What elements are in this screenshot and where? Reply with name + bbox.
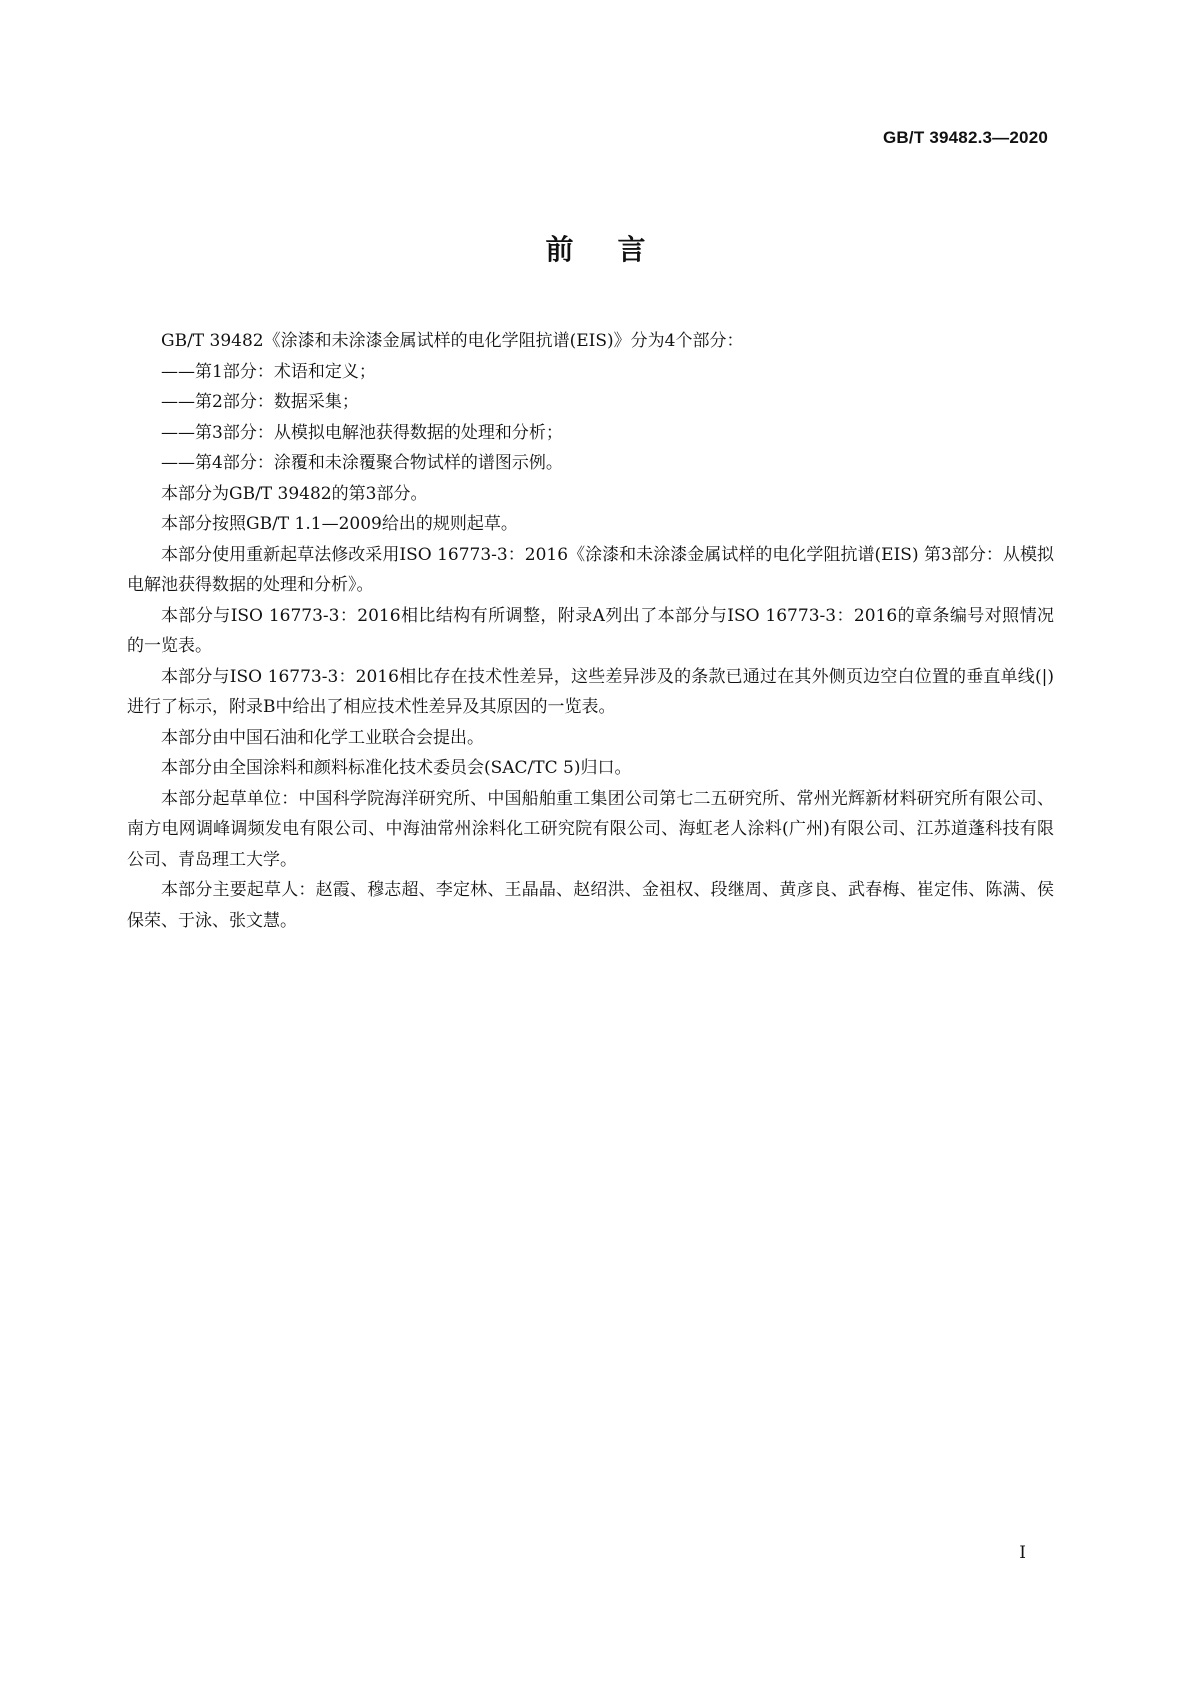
paragraph-technical-differences: 本部分与ISO 16773-3：2016相比存在技术性差异，这些差异涉及的条款已通过在其外侧页边空白位置的垂直单线(|)进行了标示，附录B中给出了相应技术性差异及其原因的一览表。 <box>127 666 1054 717</box>
foreword-body <box>127 326 1054 936</box>
paragraph-responsible-committee: 本部分由全国涂料和颜料标准化技术委员会(SAC/TC 5)归口。 <box>161 758 632 778</box>
list-item-part-1: ——第1部分：术语和定义； <box>161 361 376 382</box>
list-item-part-4: ——第4部分：涂覆和未涂覆聚合物试样的谱图示例。 <box>161 453 563 473</box>
paragraph-drafters: 本部分主要起草人：赵霞、穆志超、李定林、王晶晶、赵绍洪、金祖权、段继周、黄彦良、武春梅、崔定伟、陈满、侯保荣、于泳、张文慧。 <box>127 880 1054 931</box>
page-number: I <box>1019 1543 1026 1563</box>
paragraph-part-statement: 本部分为GB/T 39482的第3部分。 <box>161 483 428 504</box>
standard-number: GB/T 39482.3—2020 <box>883 128 1048 147</box>
paragraph-drafting-rules: 本部分按照GB/T 1.1—2009给出的规则起草。 <box>161 514 518 534</box>
list-item-part-3: ——第3部分：从模拟电解池获得数据的处理和分析； <box>161 422 563 443</box>
list-item-part-2: ——第2部分：数据采集； <box>161 392 359 412</box>
paragraph-proposer: 本部分由中国石油和化学工业联合会提出。 <box>161 727 484 748</box>
page-title: 前言 <box>545 233 690 266</box>
paragraph-drafting-units: 本部分起草单位：中国科学院海洋研究所、中国船舶重工集团公司第七二五研究所、常州光辉新材料研究所有限公司、南方电网调峰调频发电有限公司、中海油常州涂料化工研究院有限公司、海虹老人涂料(广州)有限公司、江苏道蓬科技有限公司、青岛理工大学。 <box>127 788 1054 870</box>
paragraph-structure: 本部分与ISO 16773-3：2016相比结构有所调整，附录A列出了本部分与ISO 16773-3：2016的章条编号对照情况的一览表。 <box>127 605 1054 656</box>
paragraph-adoption: 本部分使用重新起草法修改采用ISO 16773-3：2016《涂漆和未涂漆金属试样的电化学阻抗谱(EIS) 第3部分：从模拟电解池获得数据的处理和分析》。 <box>127 544 1054 595</box>
paragraph-intro: GB/T 39482《涂漆和未涂漆金属试样的电化学阻抗谱(EIS)》分为4个部分： <box>161 331 744 351</box>
